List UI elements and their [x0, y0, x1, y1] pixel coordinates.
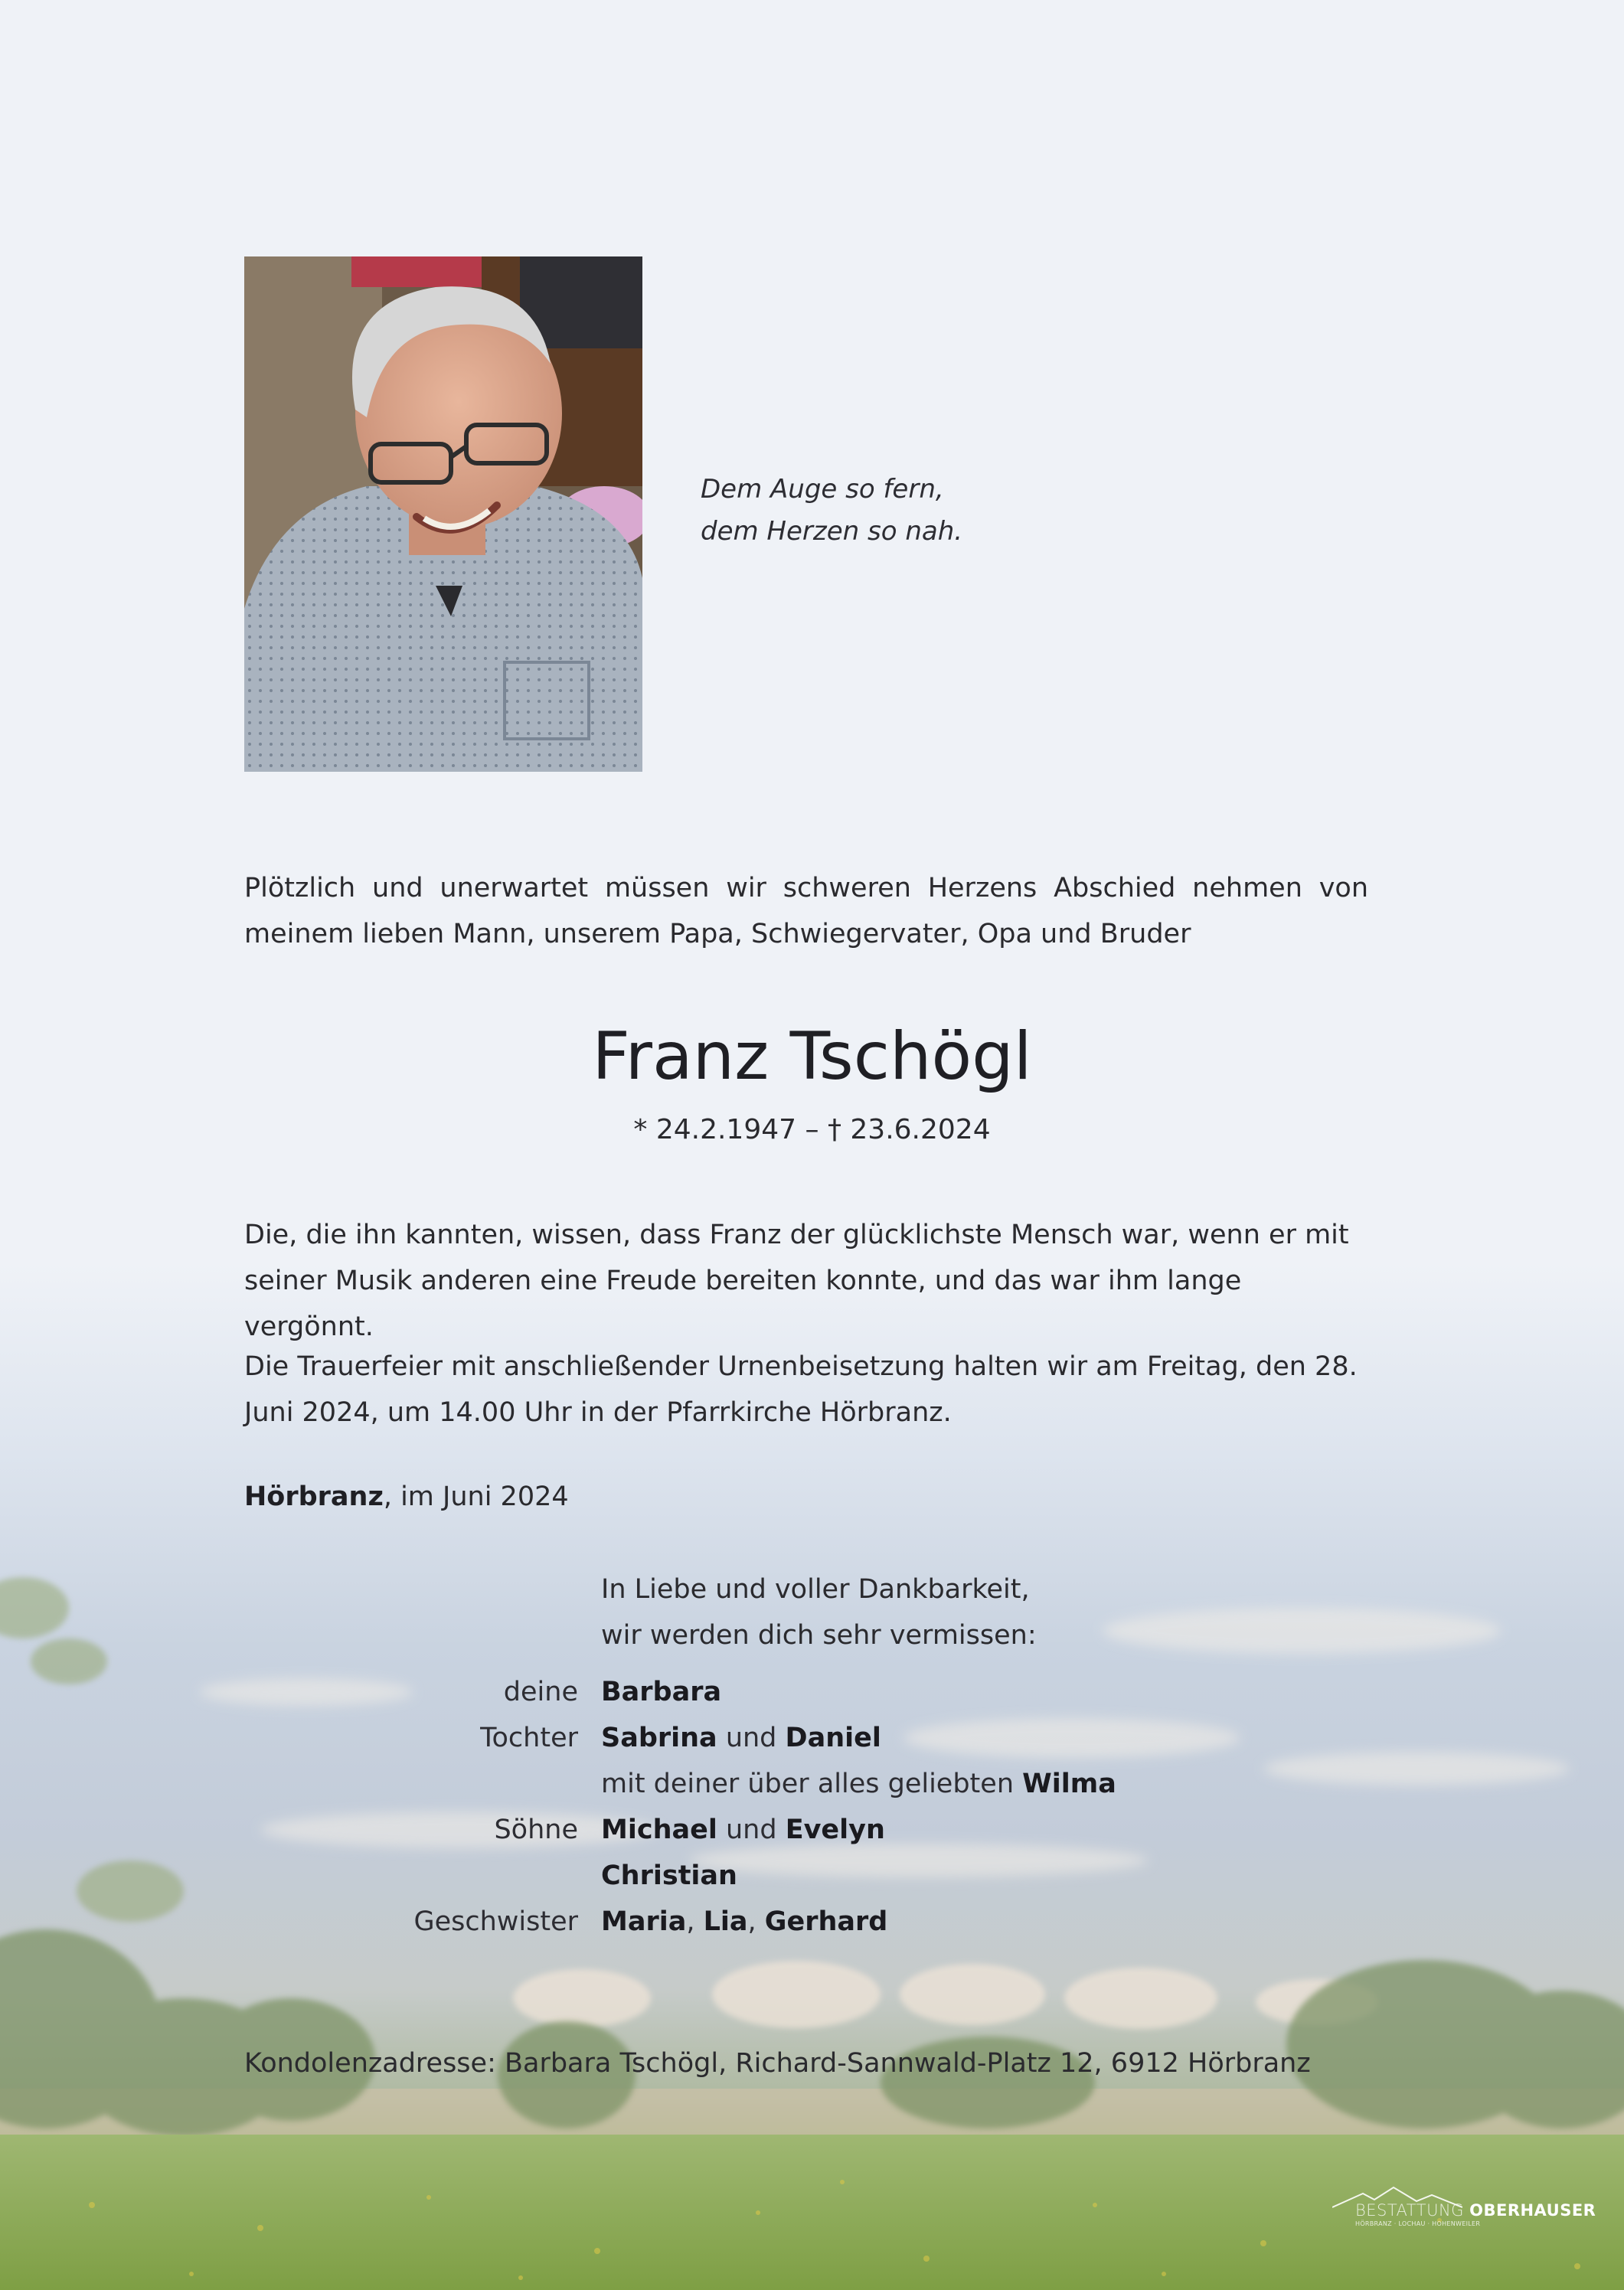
place-rest: , im Juni 2024: [383, 1481, 569, 1512]
quote-line-1: Dem Auge so fern,: [701, 474, 944, 505]
family-relation: [306, 1853, 601, 1899]
family-and: und: [717, 1815, 786, 1845]
family-name: Sabrina: [601, 1723, 717, 1753]
family-name: Christian: [601, 1860, 737, 1891]
deceased-name: Franz Tschögl: [592, 1018, 1032, 1095]
intro-text: Plötzlich und unerwartet müssen wir schweren Herzens Abschied nehmen von meinem lieben Mann, unserem Papa, Schwiegervater, Opa und Bruder: [244, 873, 1368, 949]
family-name: Lia: [703, 1906, 748, 1937]
family-name: Daniel: [785, 1723, 881, 1753]
family-sep: ,: [686, 1906, 704, 1937]
paragraph-funeral: Die Trauerfeier mit anschließender Urnenbeisetzung halten wir am Freitag, den 28. Juni 2024, um 14.00 Uhr in der Pfarrkirche Hörbranz.: [244, 1351, 1358, 1428]
family-text: mit deiner über alles geliebten: [601, 1769, 1023, 1799]
family-row: [306, 1807, 1116, 1853]
family-relation: Geschwister: [413, 1906, 578, 1937]
family-row: [306, 1761, 1116, 1807]
thanks-line-1: In Liebe und voller Dankbarkeit,: [601, 1574, 1030, 1605]
family-row: [306, 1715, 1116, 1761]
portrait-photo: [244, 256, 642, 772]
family-row: [306, 1669, 1116, 1715]
quote-line-2: dem Herzen so nah.: [701, 516, 963, 547]
family-row: [306, 1853, 1116, 1899]
life-dates: * 24.2.1947 – † 23.6.2024: [633, 1114, 991, 1145]
family-name: Wilma: [1022, 1769, 1116, 1799]
quote: [701, 469, 962, 553]
family-sep: ,: [747, 1906, 765, 1937]
family-relation: Söhne: [494, 1815, 578, 1845]
family-relation: [306, 1761, 601, 1807]
family-row: [306, 1899, 1116, 1945]
funeral-home-logo: [1332, 2186, 1596, 2232]
family-relation: deine: [503, 1677, 578, 1707]
condolence-address: Kondolenzadresse: Barbara Tschögl, Richard-Sannwald-Platz 12, 6912 Hörbranz: [244, 2048, 1311, 2079]
family-name: Gerhard: [764, 1906, 888, 1937]
family-list: [306, 1669, 1116, 1945]
family-relation: Tochter: [480, 1723, 578, 1753]
paragraph-music: Die, die ihn kannten, wissen, dass Franz der glücklichste Mensch war, wenn er mit seiner Musik anderen eine Freude bereiten konnte, und das war ihm lange vergönnt.: [244, 1220, 1349, 1342]
family-and: und: [717, 1723, 786, 1753]
family-name: Evelyn: [785, 1815, 885, 1845]
logo-light-text: BESTATTUNG: [1355, 2201, 1470, 2220]
family-name: Maria: [601, 1906, 687, 1937]
family-name: Barbara: [601, 1677, 722, 1707]
logo-subtitle: HÖRBRANZ · LOCHAU · HOHENWEILER: [1355, 2220, 1481, 2227]
thanks-line-2: wir werden dich sehr vermissen:: [601, 1620, 1037, 1651]
place-town: Hörbranz: [244, 1481, 384, 1512]
place-date: [244, 1474, 569, 1520]
thanks-text: [601, 1566, 1037, 1658]
family-name: Michael: [601, 1815, 717, 1845]
logo-bold-text: OBERHAUSER: [1469, 2201, 1596, 2220]
